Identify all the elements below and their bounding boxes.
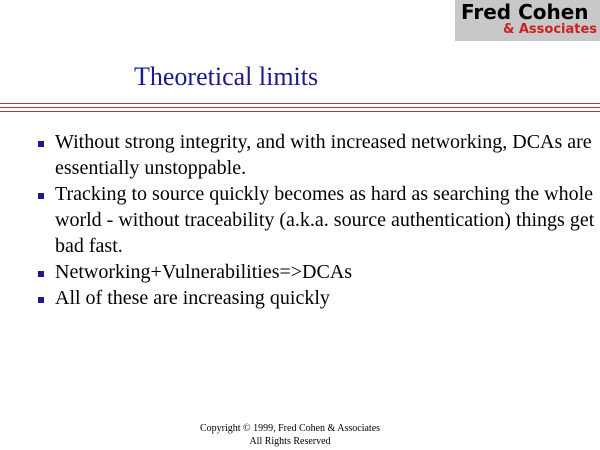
bullet-text: Without strong integrity, and with increased networking, DCAs are essentially unstoppable.	[55, 131, 592, 179]
divider-line	[0, 111, 600, 112]
square-bullet-icon	[38, 141, 44, 147]
list-item	[55, 181, 595, 259]
list-item	[55, 285, 595, 311]
list-item	[55, 259, 595, 285]
divider-line	[0, 107, 600, 108]
logo-name: Fred Cohen	[461, 0, 589, 24]
bullet-list	[55, 129, 595, 311]
bullet-text: All of these are increasing quickly	[55, 287, 330, 309]
bullet-text: Tracking to source quickly becomes as hard as searching the whole world - without traceability (a.k.a. source authentication) things get bad fast.	[55, 183, 595, 257]
rights-text: All Rights Reserved	[249, 436, 331, 447]
square-bullet-icon	[38, 271, 44, 277]
list-item	[55, 129, 595, 181]
bullet-text: Networking+Vulnerabilities=>DCAs	[55, 261, 353, 283]
company-logo	[455, 0, 600, 41]
square-bullet-icon	[38, 193, 44, 199]
slide-title: Theoretical limits	[134, 62, 319, 91]
copyright-text: Copyright © 1999, Fred Cohen & Associates	[199, 423, 381, 434]
footer	[0, 422, 580, 448]
logo-subtitle: & Associates	[503, 22, 598, 37]
square-bullet-icon	[38, 297, 44, 303]
divider-line	[0, 103, 600, 104]
